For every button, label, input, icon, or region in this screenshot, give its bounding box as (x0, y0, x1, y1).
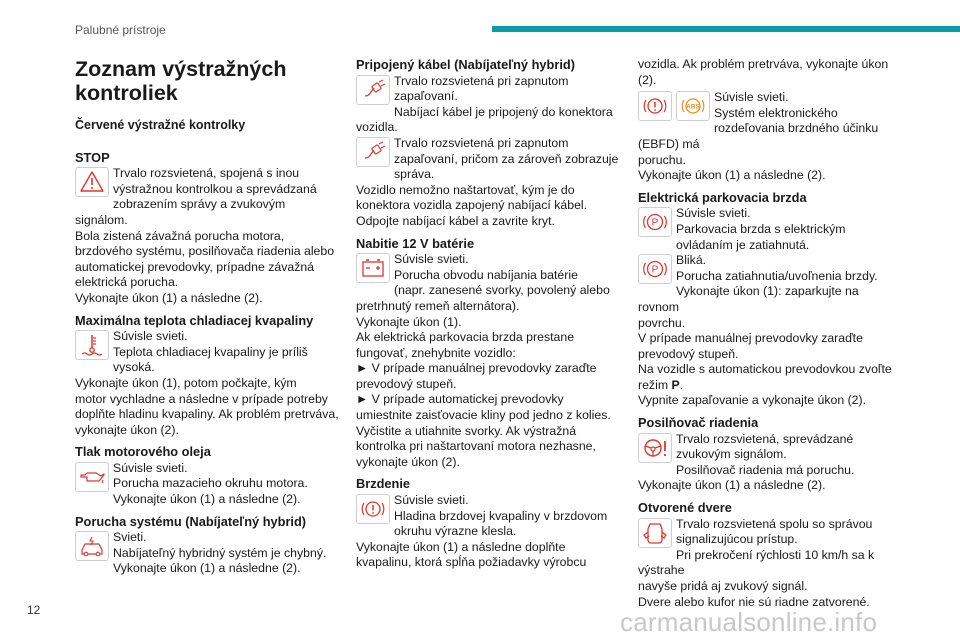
text-line: (2). (638, 72, 657, 87)
entry-stop (75, 166, 340, 306)
text-line: motor vychladne a následne v prípade potreby (75, 391, 328, 406)
text-line: zobrazením správy a zvukovým signálom. (75, 197, 286, 227)
heading-stop: STOP (75, 149, 110, 165)
parking-brake-icon (638, 254, 672, 284)
text-line: ovládaním je zatiahnutá. (676, 237, 810, 252)
entry-hybrid (75, 530, 340, 577)
text-line: ► V prípade automatickej prevodovky (356, 392, 564, 407)
text-line: Vykonajte úkon (1) a následne (2). (113, 492, 301, 507)
text-line: Súvisle svieti. (394, 493, 469, 508)
mode-prefix: režim (638, 377, 672, 392)
entry-parking-2 (638, 253, 900, 409)
svg-text:P: P (651, 264, 659, 276)
text-line: zapaľovaní. (394, 89, 458, 104)
text-line: Bliká. (676, 253, 707, 268)
svg-text:ABS: ABS (686, 103, 700, 111)
text-line: prevodový stupeň. (638, 346, 739, 361)
text-line: Vozidlo nemožno naštartovať, kým je do (356, 182, 575, 197)
text-line: Vykonajte úkon (1) a následne (2). (75, 290, 263, 305)
column-1 (75, 57, 340, 577)
text-line: prevodový stupeň. (356, 376, 457, 391)
running-header: Palubné prístroje (75, 23, 166, 37)
abs-icon (676, 91, 710, 121)
text-line: Svieti. (113, 530, 147, 545)
page-number: 12 (27, 603, 41, 617)
text-line: brzdového systému, posilňovača riadenia alebo (75, 244, 335, 259)
text-line: Trvalo rozsvietená, spojená s inou (113, 166, 300, 181)
text-line: Vykonajte úkon (1) a následne (2). (113, 561, 301, 576)
oil-pressure-icon (75, 462, 109, 492)
text-line: Porucha zatiahnutia/uvoľnenia brzdy. (676, 268, 878, 283)
text-line: Posilňovač riadenia má poruchu. (676, 462, 855, 477)
mode-value: P (671, 377, 680, 392)
header-accent-bar (492, 26, 960, 32)
text-line: Vykonajte úkon (1): zaparkujte na rovnom (638, 284, 859, 314)
text-line: automatickej prevodovky, prípadne závažná (75, 259, 315, 274)
text-line: Súvisle svieti. (676, 206, 751, 221)
text-line: Porucha mazacieho okruhu motora. (113, 476, 308, 491)
heading-brakes: Brzdenie (356, 476, 411, 492)
entry-brakes-continued (638, 57, 900, 88)
text-line: Hladina brzdovej kvapaliny v brzdovom (394, 508, 608, 523)
text-line: Súvisle svieti. (113, 460, 188, 475)
text-line: Trvalo rozsvietená pri zapnutom (394, 135, 569, 150)
brake-warning-icon (638, 91, 672, 121)
entry-steering (638, 432, 900, 494)
column-2 (356, 57, 628, 571)
entry-cable-2 (356, 136, 628, 230)
heading-coolant: Maximálna teplota chladiacej kvapaliny (75, 312, 314, 328)
text-line: Súvisle svieti. (113, 329, 188, 344)
heading-oil: Tlak motorového oleja (75, 444, 211, 460)
text-line: Pri prekročení rýchlosti 10 km/h sa k výstrahe (638, 547, 875, 578)
parking-brake-icon (638, 207, 672, 237)
section-subtitle: Červené výstražné kontrolky (75, 118, 246, 132)
heading-battery: Nabitie 12 V batérie (356, 235, 475, 251)
text-line: signalizujúcou prístup. (676, 532, 798, 547)
text-line: okruhu výrazne klesla. (394, 524, 517, 539)
text-line: konektora vozidla zapojený nabíjací kábel. (356, 198, 588, 213)
text-line: správa. (394, 167, 435, 182)
text-line: pretrhnutý remeň alternátora). (356, 298, 520, 313)
text-line: ► V prípade manuálnej prevodovky zaraďte (356, 361, 597, 376)
heading-parking: Elektrická parkovacia brzda (638, 189, 807, 205)
text-line: Vykonajte úkon (1) a následne (2). (638, 478, 826, 493)
text-line: kvapalinu, ktorá spĺňa požiadavky výrobcu (356, 555, 587, 570)
text-line: Vykonajte úkon (1), potom počkajte, kým (75, 375, 297, 390)
entry-ebfd (638, 90, 900, 184)
text-line: Trvalo rozsvietená, sprevádzané (676, 431, 854, 446)
text-line: navyše pridá aj zvukový signál. (638, 579, 808, 593)
text-line: Súvisle svieti. (714, 90, 789, 105)
charging-cable-icon (356, 75, 390, 105)
text-line: Súvisle svieti. (394, 252, 469, 267)
coolant-temperature-icon (75, 330, 109, 360)
entry-cable-1 (356, 74, 628, 136)
entry-coolant (75, 329, 340, 438)
text-line: Trvalo rozsvietená spolu so správou (676, 516, 873, 531)
text-line (638, 378, 900, 394)
watermark: carmanualsonline.info (620, 607, 878, 637)
text-line: doplňte hladinu kvapaliny. Ak problém pretrváva, (75, 407, 339, 422)
battery-icon (356, 253, 390, 283)
text-line: Vypnite zapaľovanie a vykonajte úkon (2). (638, 393, 867, 408)
text-line: Na vozidle s automatickou prevodovkou zvoľte (638, 362, 892, 377)
heading-cable: Pripojený kábel (Nabíjateľný hybrid) (356, 57, 575, 72)
column-3 (638, 57, 900, 610)
svg-text:P: P (651, 217, 659, 229)
text-line: Trvalo rozsvietená pri zapnutom (394, 73, 569, 88)
text-line: Nabíjateľný hybridný systém je chybný. (113, 545, 327, 560)
heading-hybrid: Porucha systému (Nabíjateľný hybrid) (75, 513, 307, 529)
entry-battery (356, 252, 628, 470)
text-line: Vykonajte úkon (1) a následne doplňte (356, 539, 566, 554)
text-line: kontrolka pri naštartovaní motora nezhasne, (356, 439, 596, 454)
text-line: vykonajte úkon (2). (75, 422, 179, 437)
entry-brakes (356, 493, 628, 571)
text-line: (napr. zanesené svorky, povolený alebo (394, 283, 610, 298)
text-line: Porucha obvodu nabíjania batérie (394, 267, 578, 282)
door-open-icon (638, 518, 672, 548)
text-line: elektrická porucha. (75, 275, 179, 290)
text-line: Ak elektrická parkovacia brzda prestane (356, 330, 575, 345)
entry-doors (638, 517, 900, 611)
page-title: Zoznam výstražných kontroliek (75, 57, 287, 105)
warning-triangle-icon (75, 167, 109, 197)
text-line: V prípade manuálnej prevodovky zaraďte (638, 331, 863, 346)
text-line: Odpojte nabíjací kábel a zavrite kryt. (356, 213, 555, 228)
text-line: Vyčistite a utiahnite svorky. Ak výstražná (356, 423, 577, 438)
text-line: vozidla. Ak problém pretrváva, vykonajte úkon (638, 57, 889, 71)
text-line: vykonajte úkon (2). (356, 454, 460, 469)
heading-steering: Posilňovač riadenia (638, 415, 759, 431)
power-steering-icon (638, 433, 672, 463)
text-line: zvukovým signálom. (676, 447, 787, 462)
charging-cable-icon (356, 137, 390, 167)
text-line: povrchu. (638, 315, 686, 330)
heading-doors: Otvorené dvere (638, 500, 732, 516)
text-line: výstražnou kontrolkou a sprevádzaná (113, 181, 317, 196)
brake-warning-icon (356, 494, 390, 524)
text-line: Bola zistená závažná porucha motora, (75, 228, 285, 243)
text-line: fungovať, znehybnite vozidlo: (356, 345, 516, 360)
entry-parking-1 (638, 206, 900, 253)
text-line: Nabíjací kábel je pripojený do konektora vozidla. (356, 104, 613, 135)
text-line: Parkovacia brzda s elektrickým (676, 221, 846, 236)
text-line: rozdeľovania brzdného účinku (EBFD) má (638, 121, 879, 151)
text-line: Teplota chladiacej kvapaliny je príliš (113, 344, 308, 359)
text-line: zapaľovaní, pričom za zároveň zobrazuje (394, 151, 619, 166)
mode-suffix: . (679, 377, 684, 392)
text-line: vysoká. (113, 360, 155, 375)
text-line: Vykonajte úkon (1). (356, 314, 462, 329)
text-line: Systém elektronického (714, 105, 838, 120)
text-line: Vykonajte úkon (1) a následne (2). (638, 168, 826, 183)
hybrid-system-fault-icon (75, 531, 109, 561)
text-line: umiestnite zaisťovacie kliny pod jedno z kolies. (356, 408, 611, 423)
text-line: poruchu. (638, 152, 686, 167)
entry-oil (75, 461, 340, 508)
text-line: Dvere alebo kufor nie sú riadne zatvorené. (638, 594, 870, 609)
